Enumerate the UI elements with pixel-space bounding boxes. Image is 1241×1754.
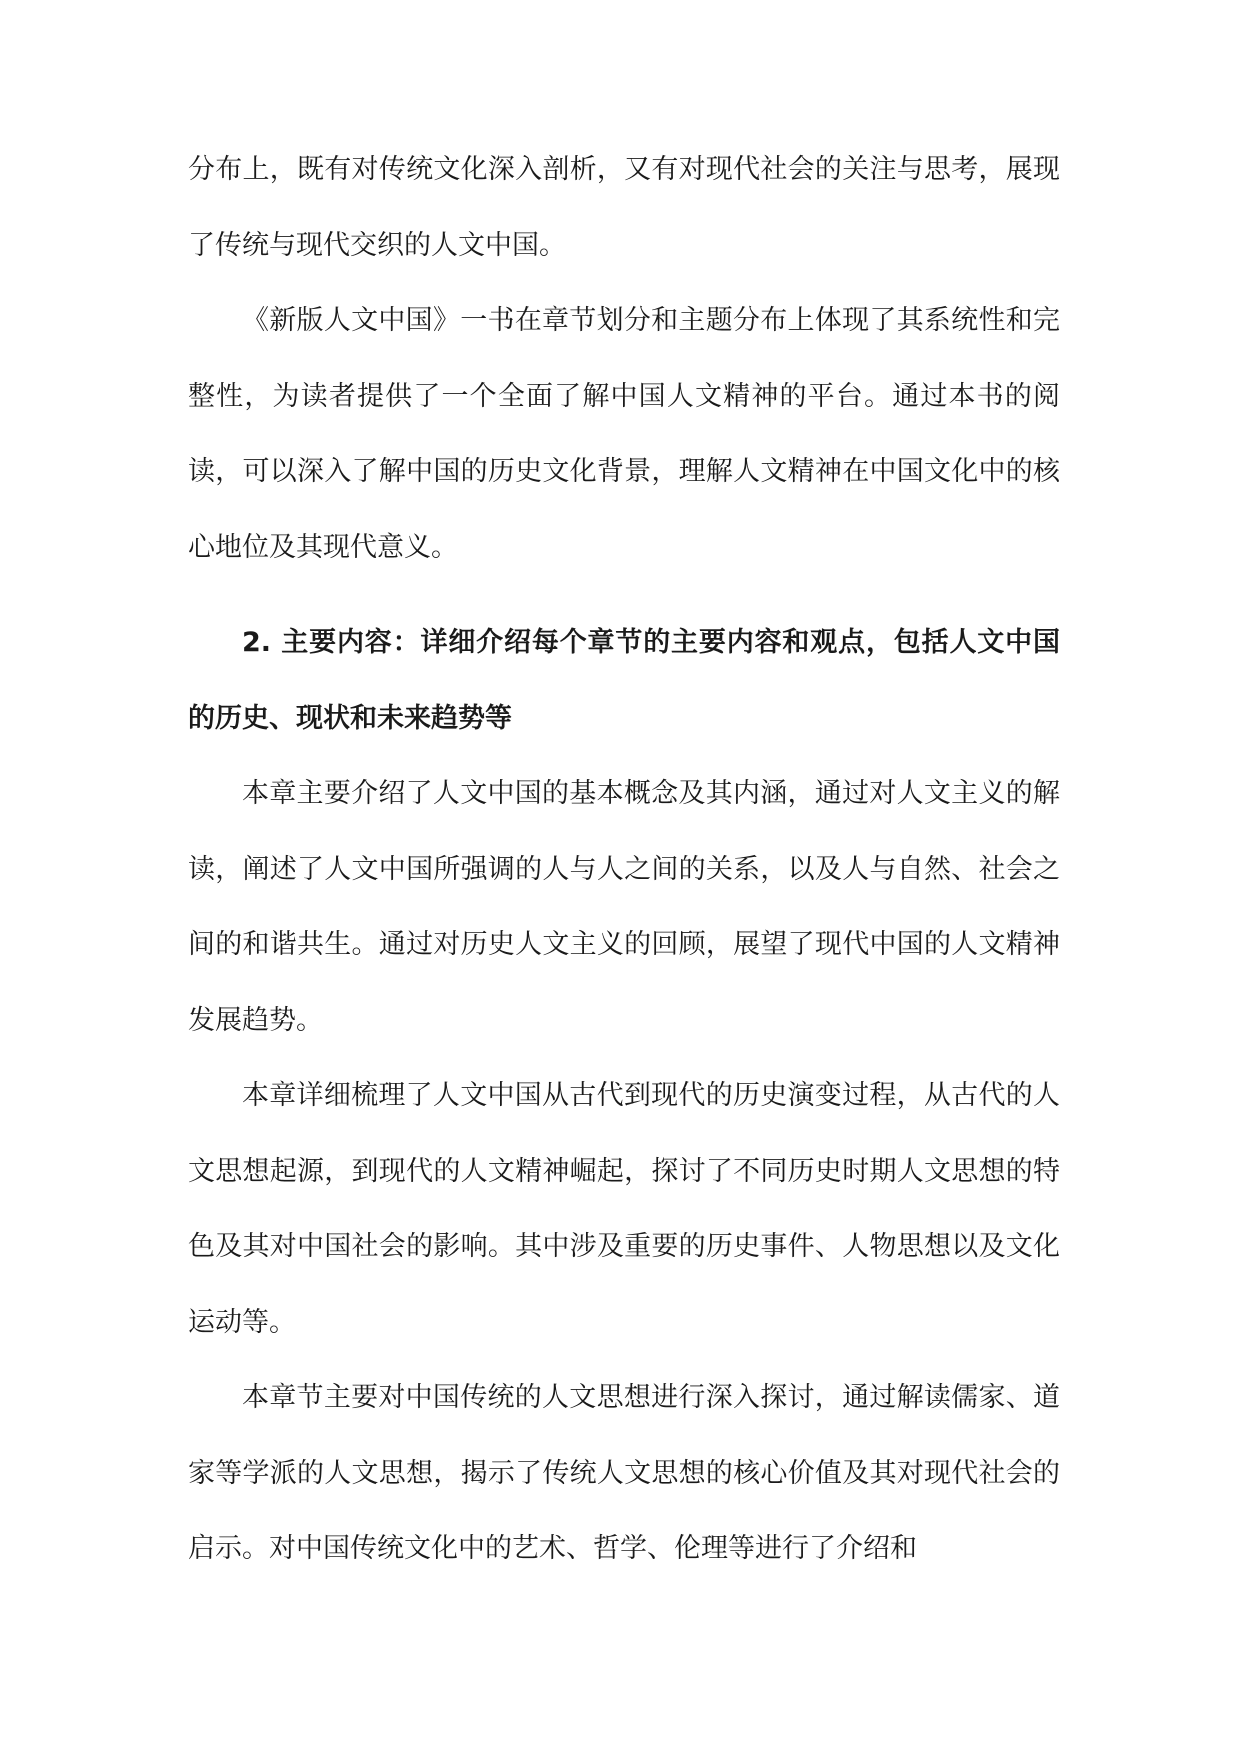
paragraph-chapter-history: 本章详细梳理了人文中国从古代到现代的历史演变过程，从古代的人文思想起源，到现代的人文精神崛起，探讨了不同历史时期人文思想的特色及其对中国社会的影响。其中涉及重要的历史事件、人物思想以及文化运动等。 xyxy=(188,1080,1060,1338)
paragraph-book-summary: 《新版人文中国》一书在章节划分和主题分布上体现了其系统性和完整性，为读者提供了一个全面了解中国人文精神的平台。通过本书的阅读，可以深入了解中国的历史文化背景，理解人文精神在中国文化中的核心地位及其现代意义。 xyxy=(188,305,1060,563)
paragraph-continuation: 分布上，既有对传统文化深入剖析，又有对现代社会的关注与思考，展现了传统与现代交织的人文中国。 xyxy=(188,154,1060,261)
paragraph-chapter-concept: 本章主要介绍了人文中国的基本概念及其内涵，通过对人文主义的解读，阐述了人文中国所强调的人与人之间的关系，以及人与自然、社会之间的和谐共生。通过对历史人文主义的回顾，展望了现代中国的人文精神发展趋势。 xyxy=(188,778,1060,1036)
document-body xyxy=(188,132,1060,1587)
paragraph-chapter-tradition: 本章节主要对中国传统的人文思想进行深入探讨，通过解读儒家、道家等学派的人文思想，揭示了传统人文思想的核心价值及其对现代社会的启示。对中国传统文化中的艺术、哲学、伦理等进行了介绍和 xyxy=(188,1382,1060,1564)
section-heading-main-content: 2. 主要内容：详细介绍每个章节的主要内容和观点，包括人文中国的历史、现状和未来趋势等 xyxy=(188,627,1060,734)
